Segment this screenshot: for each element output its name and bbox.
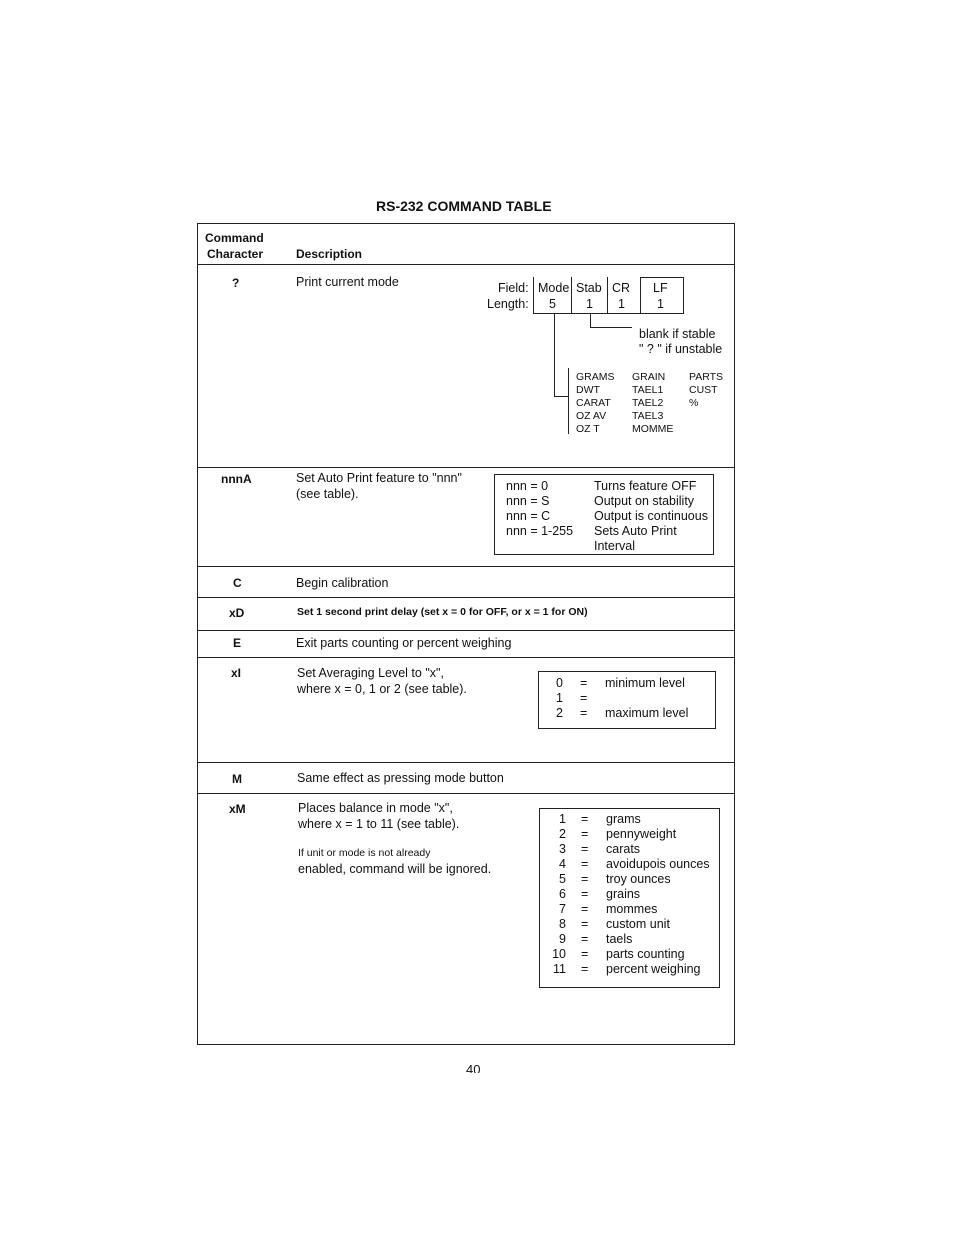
stab-note-stable: blank if stable: [639, 327, 716, 341]
mode-label: grains: [606, 887, 641, 901]
equals-sign: =: [580, 691, 588, 705]
command-char: M: [232, 772, 242, 786]
row-divider: [197, 467, 735, 468]
field-divider: [683, 277, 684, 314]
description: Begin calibration: [296, 576, 389, 590]
table-value: Turns feature OFF: [594, 479, 697, 493]
command-char: nnnA: [221, 472, 252, 486]
field-topline: [640, 277, 683, 278]
mode-number: 10: [552, 947, 566, 961]
table-value: Output on stability: [594, 494, 695, 508]
row-divider: [197, 793, 735, 794]
field-divider: [571, 277, 572, 314]
field-mode: Mode: [538, 281, 570, 295]
mode-label: percent weighing: [606, 962, 701, 976]
row-divider: [197, 657, 735, 658]
mode-leader: [554, 396, 568, 397]
field-cr: CR: [612, 281, 631, 295]
mode-name: CUST: [689, 384, 718, 396]
row-divider: [197, 630, 735, 631]
field-divider: [533, 277, 534, 314]
table-value: Output is continuous: [594, 509, 708, 523]
page-number: 40: [466, 1062, 481, 1073]
level-number: 2: [556, 706, 563, 720]
table-key: nnn = S: [506, 494, 550, 508]
command-char: E: [233, 636, 242, 650]
length-lf: 1: [657, 297, 664, 311]
stab-leader: [590, 313, 591, 327]
mode-number: 7: [559, 902, 566, 916]
mode-name: CARAT: [576, 397, 611, 409]
length-stab: 1: [586, 297, 593, 311]
equals-sign: =: [581, 932, 589, 946]
description: Print current mode: [296, 275, 399, 289]
header-command: Command: [205, 231, 264, 245]
level-number: 0: [556, 676, 563, 690]
command-char: ?: [232, 276, 240, 290]
mode-number: 11: [553, 962, 566, 976]
page-title: RS-232 COMMAND TABLE: [376, 198, 552, 214]
equals-sign: =: [580, 676, 588, 690]
equals-sign: =: [581, 857, 589, 871]
equals-sign: =: [581, 902, 589, 916]
description-line-1: Set Auto Print feature to "nnn": [296, 471, 462, 485]
description-line-2: (see table).: [296, 487, 359, 501]
mode-number: 3: [559, 842, 566, 856]
description-line-2: where x = 1 to 11 (see table).: [298, 817, 460, 831]
mode-number: 2: [559, 827, 566, 841]
mode-number: 5: [559, 872, 566, 886]
averaging-labels: [605, 676, 688, 721]
mode-number: 4: [559, 857, 566, 871]
averaging-eqs: [580, 676, 587, 721]
mode-labels: [606, 812, 710, 977]
row-divider: [197, 597, 735, 598]
mode-name: MOMME: [632, 423, 674, 435]
mode-label: troy ounces: [606, 872, 671, 886]
level-label: minimum level: [605, 676, 685, 690]
table-value: Sets Auto Print: [594, 524, 677, 538]
mode-name: PARTS: [689, 371, 724, 383]
modes-col-2: [632, 371, 673, 436]
header-description: Description: [296, 247, 363, 261]
field-divider: [607, 277, 608, 314]
length-label: Length:: [487, 297, 529, 311]
equals-sign: =: [581, 827, 589, 841]
modes-col-3: [689, 371, 723, 410]
equals-sign: =: [580, 706, 588, 720]
stab-note-unstable: " ? " if unstable: [639, 342, 723, 356]
mode-name: %: [689, 397, 699, 409]
mode-label: avoidupois ounces: [606, 857, 710, 871]
mode-name: TAEL2: [632, 397, 664, 409]
mode-eqs: [581, 812, 588, 977]
equals-sign: =: [581, 917, 589, 931]
description-line-2: where x = 0, 1 or 2 (see table).: [297, 682, 467, 696]
header-divider: [197, 264, 735, 265]
description: Exit parts counting or percent weighing: [296, 636, 512, 650]
mode-name: OZ AV: [576, 410, 607, 422]
equals-sign: =: [581, 947, 589, 961]
field-lf: LF: [653, 281, 668, 295]
description: Set 1 second print delay (set x = 0 for OFF, or x = 1 for ON): [297, 606, 588, 618]
description: Same effect as pressing mode button: [297, 771, 504, 785]
table-value: Interval: [594, 539, 635, 553]
command-char: xI: [231, 666, 242, 680]
length-mode: 5: [549, 297, 556, 311]
mode-name: GRAIN: [632, 371, 666, 383]
equals-sign: =: [581, 887, 589, 901]
equals-sign: =: [581, 842, 589, 856]
auto-print-values: [594, 479, 708, 554]
mode-label: mommes: [606, 902, 658, 916]
row-divider: [197, 566, 735, 567]
mode-number: 8: [559, 917, 566, 931]
mode-name: OZ T: [576, 423, 600, 435]
field-baseline: [533, 313, 683, 314]
mode-name: TAEL3: [632, 410, 664, 422]
length-cr: 1: [618, 297, 625, 311]
note-line-2: enabled, command will be ignored.: [298, 862, 492, 876]
row-divider: [197, 762, 735, 763]
command-char: xD: [229, 606, 245, 620]
description-line-1: Places balance in mode "x",: [298, 801, 453, 815]
table-key: nnn = C: [506, 509, 551, 523]
command-char: C: [233, 576, 242, 590]
mode-label: carats: [606, 842, 641, 856]
equals-sign: =: [581, 812, 589, 826]
table-key: nnn = 1-255: [506, 524, 574, 538]
mode-label: pennyweight: [606, 827, 677, 841]
description-line-1: Set Averaging Level to "x",: [297, 666, 444, 680]
mode-leader: [554, 313, 555, 396]
modes-col-1: [576, 371, 615, 436]
mode-label: parts counting: [606, 947, 685, 961]
averaging-nums: [556, 676, 563, 721]
mode-name: TAEL1: [632, 384, 664, 396]
mode-label: grams: [606, 812, 641, 826]
table-key: nnn = 0: [506, 479, 549, 493]
equals-sign: =: [581, 872, 589, 886]
mode-bracket: [568, 368, 569, 434]
mode-label: custom unit: [606, 917, 670, 931]
mode-number: 1: [559, 812, 566, 826]
equals-sign: =: [581, 962, 589, 976]
field-stab: Stab: [576, 281, 602, 295]
command-char: xM: [229, 802, 246, 816]
level-label: maximum level: [605, 706, 689, 720]
note-line-1: If unit or mode is not already: [298, 847, 431, 859]
field-label: Field:: [498, 281, 529, 295]
mode-number: 6: [559, 887, 566, 901]
mode-nums: [550, 812, 566, 977]
level-number: 1: [556, 691, 563, 705]
mode-number: 9: [559, 932, 566, 946]
header-character: Character: [207, 247, 264, 261]
mode-name: DWT: [576, 384, 600, 396]
level-label: [605, 691, 688, 706]
auto-print-keys: [506, 479, 573, 539]
stab-leader: [590, 327, 632, 328]
mode-label: taels: [606, 932, 633, 946]
field-divider: [640, 277, 641, 314]
mode-name: GRAMS: [576, 371, 615, 383]
